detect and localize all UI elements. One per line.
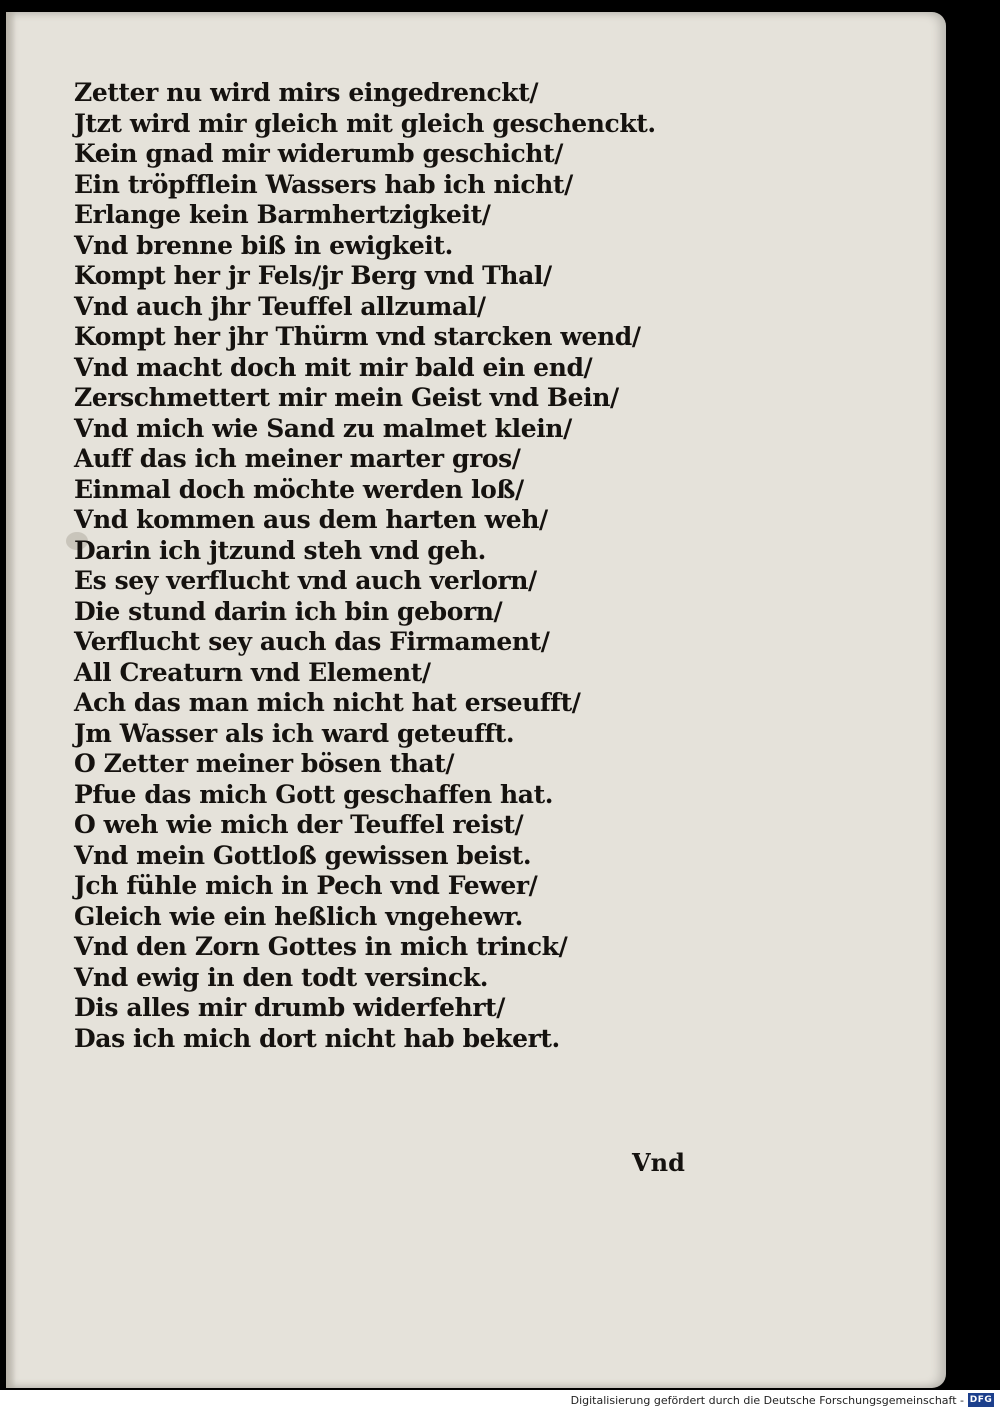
verse-line: Vnd den Zorn Gottes in mich trinck/	[74, 932, 568, 961]
verse-line: Einmal doch möchte werden loß/	[74, 474, 524, 504]
verse-line: Erlange kein Barmhertzigkeit/	[74, 200, 491, 229]
verse-line: Kein gnad mir widerumb geschicht/	[74, 139, 563, 168]
verse-line: Zetter nu wird mirs eingedrenckt/	[74, 78, 539, 107]
verse-line: Pfue das mich Gott geschaffen hat.	[74, 779, 554, 809]
verse-line: Kompt her jhr Thürm vnd starcken wend/	[74, 322, 641, 351]
verse-line: Jtzt wird mir gleich mit gleich geschenckt.	[74, 108, 656, 138]
verse-line: O weh wie mich der Teuffel reist/	[74, 810, 524, 839]
verse-line: Es sey verflucht vnd auch verlorn/	[74, 566, 537, 595]
verse-line: Das ich mich dort nicht hab bekert.	[74, 1023, 560, 1053]
verse-line: Ach das man mich nicht hat erseufft/	[74, 688, 581, 717]
verse-line: Vnd ewig in den todt versinck.	[74, 962, 489, 992]
verse-line: Vnd mein Gottloß gewissen beist.	[74, 840, 532, 870]
verse-line: Zerschmettert mir mein Geist vnd Bein/	[74, 383, 619, 412]
verse-line: Vnd kommen aus dem harten weh/	[74, 505, 548, 534]
verse-line: Vnd macht doch mit mir bald ein end/	[74, 352, 593, 382]
verse-line: Jch fühle mich in Pech vnd Fewer/	[74, 871, 538, 900]
verse-line: All Creaturn vnd Element/	[74, 657, 431, 687]
verse-line: Kompt her jr Fels/jr Berg vnd Thal/	[74, 261, 552, 290]
verse-line: Dis alles mir drumb widerfehrt/	[74, 993, 505, 1022]
verse-line: Jm Wasser als ich ward geteufft.	[74, 718, 515, 748]
funding-notice: Digitalisierung gefördert durch die Deutsche Forschungsgemeinschaft -	[570, 1394, 964, 1407]
verse-line: Ein tröpfflein Wassers hab ich nicht/	[74, 169, 573, 199]
catchword: Vnd	[632, 1148, 685, 1177]
verse-line: Verflucht sey auch das Firmament/	[74, 627, 550, 656]
verse-line: Die stund darin ich bin geborn/	[74, 596, 503, 626]
verse-line: Vnd brenne biß in ewigkeit.	[74, 230, 453, 260]
dfg-logo-icon: DFG	[969, 1395, 993, 1405]
verse-block	[74, 78, 656, 1054]
verse-line: Auff das ich meiner marter gros/	[74, 444, 521, 473]
verse-line: Vnd auch jhr Teuffel allzumal/	[74, 291, 486, 321]
verse-line: Gleich wie ein heßlich vngehewr.	[74, 901, 523, 931]
verse-line: Darin ich jtzund steh vnd geh.	[74, 535, 486, 565]
page-gutter-shadow	[6, 12, 16, 1388]
verse-line: O Zetter meiner bösen that/	[74, 749, 455, 778]
verse-line: Vnd mich wie Sand zu malmet klein/	[74, 413, 572, 443]
